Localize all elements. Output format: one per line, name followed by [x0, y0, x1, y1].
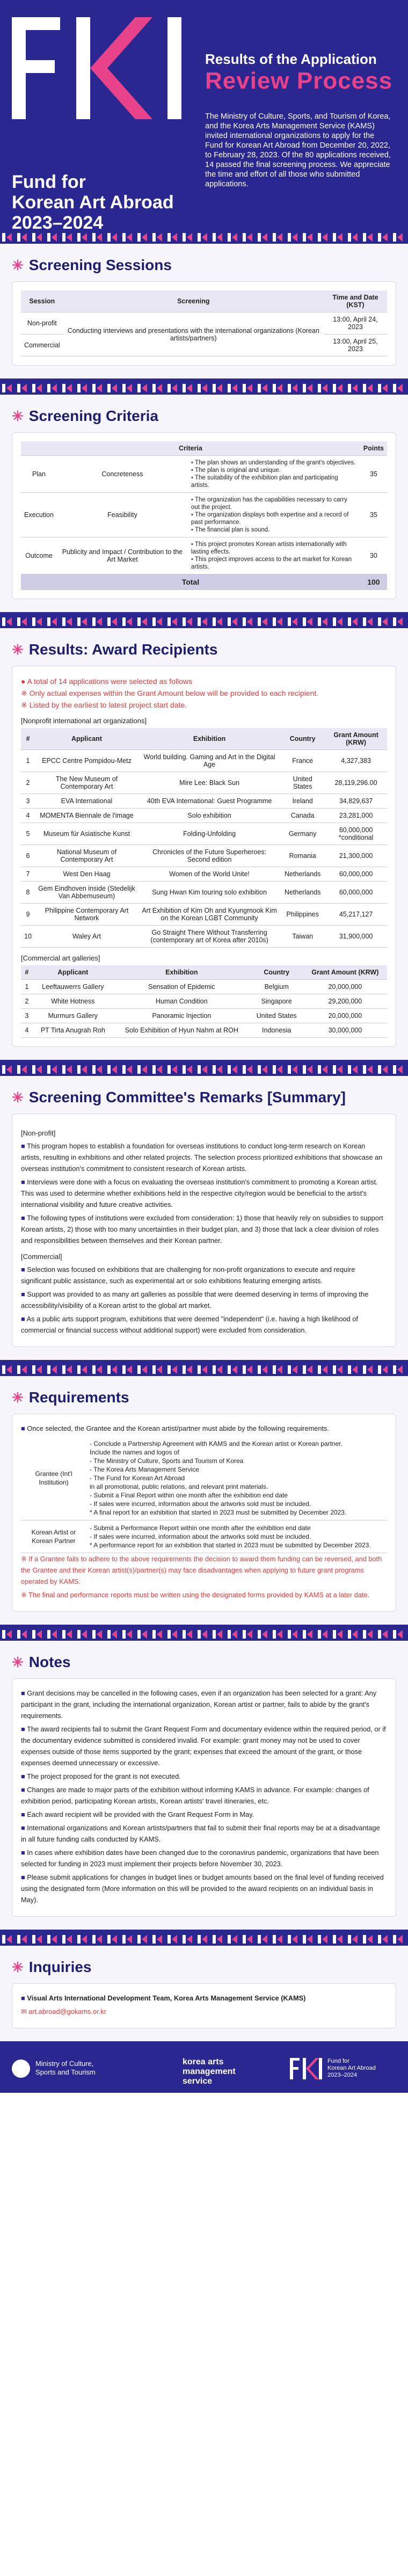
cell: 10: [21, 926, 35, 948]
notes-list: [12, 1678, 396, 1917]
cell: France: [280, 750, 325, 772]
cell: Non-profit: [21, 312, 63, 334]
col-header: #: [21, 965, 33, 980]
note-item: ■ Please submit applications for changes in budget lines or budget amounts based on the final level of funding received using the designated form (More information on this will be provided to the award recipients on an individual basis in May).: [21, 1873, 384, 1904]
commercial-label: [Commercial]: [21, 1253, 62, 1261]
hero-header: [0, 0, 408, 231]
reference-mark-icon: ※: [21, 701, 30, 709]
table-row: [21, 750, 387, 772]
note-item: ■ In cases where exhibition dates have been changed due to the coronavirus pandemic, organizations that have been selected for funding in 2023 must implement their projects before November 30, 2023.: [21, 1849, 379, 1868]
cell: MOMENTA Biennale de l'image: [35, 809, 139, 823]
col-header: Applicant: [33, 965, 113, 980]
cell: Netherlands: [280, 882, 325, 904]
bullet-icon: ■: [21, 1810, 27, 1818]
cell: Germany: [280, 823, 325, 845]
cell: Museum für Asiatische Kunst: [35, 823, 139, 845]
col-header: Points: [360, 441, 387, 456]
reference-mark-icon: ※: [21, 689, 30, 697]
cell: 2: [21, 772, 35, 794]
cell: 9: [21, 904, 35, 926]
cell: Indonesia: [250, 1023, 303, 1038]
section-title: Screening Criteria: [28, 407, 158, 424]
table-row: [21, 493, 387, 537]
kams-name: korea arts management service: [183, 2057, 236, 2086]
cell: 40th EVA International: Guest Programme: [139, 794, 280, 809]
cell: Outcome: [21, 537, 57, 574]
cell: National Museum of Contemporary Art: [35, 845, 139, 867]
fki-logo: [12, 17, 194, 119]
criteria-item: ▪ The organization has the capabilities necessary to carry out the project.: [191, 496, 357, 511]
cell: Art Exhibition of Kim Oh and Kyungmook Kim on the Korean LGBT Community: [139, 904, 280, 926]
col-header: Exhibition: [139, 728, 280, 750]
cell: Conducting interviews and presentations with the international organizations (Korean artists/partners): [63, 312, 324, 356]
cell: PT Tirta Anugrah Roh: [33, 1023, 113, 1038]
cell: Taiwan: [280, 926, 325, 948]
cell: 20,000,000: [303, 980, 387, 994]
bullet-icon: ■: [21, 1689, 27, 1697]
table-row: [21, 794, 387, 809]
cell: Gem Eindhoven inside (Stedelijk Van Abbemuseum): [35, 882, 139, 904]
requirement-line: - Submit a Final Report within one month after the exhibition end date: [90, 1491, 288, 1499]
cell: Concreteness: [57, 456, 188, 493]
cell: Folding-Unfolding: [139, 823, 280, 845]
section-title: Inquiries: [28, 1959, 92, 1975]
cell: Plan: [21, 456, 57, 493]
cell: [86, 1436, 387, 1520]
note-item: ■ International organizations and Korean artists/partners that fail to submit their final reports may be at a disadvantage in all future funding calls conducted by KAMS.: [21, 1824, 380, 1843]
commercial-label: [Commercial art galleries]: [21, 954, 100, 962]
cell: Canada: [280, 809, 325, 823]
cell: 29,200,000: [303, 994, 387, 1009]
cell: Panoramic Injection: [113, 1009, 250, 1023]
table-row: [21, 926, 387, 948]
criteria-item: ▪ The plan shows an understanding of the grant's objectives.: [191, 459, 357, 467]
section-remarks: [0, 1076, 408, 1363]
cell: 7: [21, 867, 35, 882]
fund-line-3: 2023–2024: [12, 213, 104, 233]
cell: EVA International: [35, 794, 139, 809]
fund-line-1: Fund for: [12, 172, 86, 192]
pattern-icon: [0, 1063, 408, 1076]
requirement-line: - Submit a Performance Report within one month after the exhibition end date: [90, 1524, 311, 1532]
cell: EPCC Centre Pompidou-Metz: [35, 750, 139, 772]
cell: [86, 1520, 387, 1553]
requirement-line: - The Ministry of Culture, Sports and Tourism of Korea: [90, 1457, 244, 1465]
cell: Solo Exhibition of Hyun Nahm at ROH: [113, 1023, 250, 1038]
note-item: ■ The project proposed for the grant is not executed.: [21, 1772, 181, 1780]
section-notes: [0, 1641, 408, 1933]
cell: 3: [21, 794, 35, 809]
cell: 31,900,000: [325, 926, 387, 948]
cell: White Hotness: [33, 994, 113, 1009]
fund-title: [12, 172, 174, 233]
section-title: Notes: [28, 1654, 71, 1670]
cell: Murmurs Gallery: [33, 1009, 113, 1023]
cell: Chronicles of the Future Superheroes: Second edition: [139, 845, 280, 867]
cell: 6: [21, 845, 35, 867]
fund-line-2: Korean Art Abroad: [12, 192, 174, 213]
nonprofit-label: [Nonprofit international art organizations]: [21, 717, 147, 725]
section-title: Screening Committee's Remarks [Summary]: [28, 1089, 346, 1105]
cell: Commercial: [21, 334, 63, 356]
cell: Belgium: [250, 980, 303, 994]
cell: Netherlands: [280, 867, 325, 882]
remark-item: ■ Selection was focused on exhibitions that are challenging for non-profit organizations to execute and require significant public assistance, such as experimental art or solo exhibitions featuring emerging artists.: [21, 1265, 355, 1285]
cell: Romania: [280, 845, 325, 867]
cell: 3: [21, 1009, 33, 1023]
table-row: [21, 537, 387, 574]
cell: 20,000,000: [303, 1009, 387, 1023]
bullet-icon: ●: [21, 677, 27, 686]
total-row: [21, 574, 387, 590]
cell: 13:00, April 24, 2023: [324, 312, 387, 334]
table-row: [21, 994, 387, 1009]
cell: 28,119,296.00: [325, 772, 387, 794]
requirement-line: - Conclude a Partnership Agreement with KAMS and the Korean artist or Korean partner.: [90, 1440, 343, 1447]
cell: Grantee (Int'l Institution): [21, 1436, 86, 1520]
cell: 4,327,383: [325, 750, 387, 772]
pattern-icon: [0, 1363, 408, 1376]
pattern-icon: [0, 1933, 408, 1946]
cell: 45,217,127: [325, 904, 387, 926]
email-link[interactable]: art.abroad@gokams.or.kr: [28, 2007, 106, 2015]
requirement-line: - If sales were incurred, information about the artworks sold must be included.: [90, 1533, 311, 1540]
cell: 60,000,000: [325, 867, 387, 882]
cell: 60,000,000: [325, 882, 387, 904]
cell: 100: [360, 574, 387, 590]
cell: Korean Artist or Korean Partner: [21, 1520, 86, 1553]
section-title: Requirements: [28, 1389, 129, 1406]
table-row: [21, 980, 387, 994]
remark-item: ■ Interviews were done with a focus on evaluating the overseas institution's commitment to promoting a Korean artist. This was used to determine whether exhibitions held in the respective city/region would be beneficial to the artist's international visibility and future creative activities.: [21, 1178, 378, 1209]
criteria-item: ▪ The plan is original and unique.: [191, 467, 357, 474]
table-row: [21, 904, 387, 926]
warning: ※ If a Grantee fails to adhere to the above requirements the decision to award them funding can be reversed, and both the Grantee and their Korean artist(s)/partner(s) may face disadvantages when applying to future grant programs operated by KAMS.: [21, 1555, 382, 1585]
cell: 1: [21, 750, 35, 772]
cell: 60,000,000 *conditional: [325, 823, 387, 845]
section-criteria: [0, 395, 408, 615]
remark-item: ■ This program hopes to establish a foundation for overseas institutions to conduct long-term research on Korean artists, resulting in exhibitions and other related projects. The selection process prioritized exhibitions that showcase an overseas institution's commitment to consistent research of Korean artists.: [21, 1142, 383, 1173]
table-row: [21, 1023, 387, 1038]
cell: 5: [21, 823, 35, 845]
table-row: [21, 882, 387, 904]
remark-item: ■ The following types of institutions were excluded from consideration: 1) those that heavily rely on subsidies to support Korean artists, 2) those with too many uncertainties in their budget plan, and 3) those that lack a clear division of roles and responsibilities between themselves and their Korean partner.: [21, 1214, 383, 1245]
cell: Total: [21, 574, 360, 590]
nonprofit-recipients-table: [21, 728, 387, 948]
bullet-icon: ■: [21, 1772, 27, 1780]
criteria-item: ▪ The organization displays both expertise and a record of past performance.: [191, 511, 357, 526]
review-process-title: Review Process: [205, 68, 393, 94]
cell: 34,829,637: [325, 794, 387, 809]
commercial-recipients-table: [21, 965, 387, 1038]
col-header: Screening: [63, 290, 324, 312]
col-header: Criteria: [21, 441, 360, 456]
section-results: [0, 628, 408, 1063]
asterisk-icon: ✳: [12, 1654, 24, 1670]
note-item: ■ Grant decisions may be cancelled in the following cases, even if an organization has been selected for a grant: Any participant in the grant, including the international organization, Korean artist or partner, fails to abide by the grant's requirements.: [21, 1689, 377, 1720]
results-title: Results of the Application: [205, 51, 377, 67]
cell: 35: [360, 456, 387, 493]
requirement-line: - The Korea Arts Management Service: [90, 1466, 199, 1473]
col-header: Grant Amount (KRW): [303, 965, 387, 980]
table-row: [21, 456, 387, 493]
cell: 2: [21, 994, 33, 1009]
asterisk-icon: ✳: [12, 1959, 24, 1975]
cell: Solo exhibition: [139, 809, 280, 823]
cell: Philippines: [280, 904, 325, 926]
inquiry-email-row: [21, 2006, 387, 2017]
asterisk-icon: ✳: [12, 1089, 24, 1105]
nonprofit-label: [Non-profit]: [21, 1129, 56, 1137]
bullet-icon: ■: [21, 1824, 27, 1832]
requirement-line: in all promotional, public relations, and relevant print materials.: [90, 1483, 268, 1490]
criteria-item: ▪ The financial plan is sound.: [191, 526, 357, 534]
cell: 8: [21, 882, 35, 904]
section-requirements: [0, 1376, 408, 1628]
section-title: Screening Sessions: [28, 257, 172, 273]
requirement-line: Include the names and logos of: [90, 1449, 179, 1456]
cell: 30,000,000: [303, 1023, 387, 1038]
requirement-line: * A final report for an exhibition that started in 2023 must be submitted by December 2023.: [90, 1509, 347, 1516]
table-row: [21, 772, 387, 794]
note-item: ■ Each award recipient will be provided with the Grant Request Form in May.: [21, 1810, 254, 1818]
asterisk-icon: ✳: [12, 257, 24, 273]
fki-logo-small: [290, 2058, 322, 2079]
requirements-intro: ■ Once selected, the Grantee and the Korean artist/partner must abide by the following requirements.: [21, 1424, 329, 1432]
requirement-line: - If sales were incurred, information about the artworks sold must be included.: [90, 1500, 311, 1508]
cell: 21,300,000: [325, 845, 387, 867]
section-inquiries: [0, 1946, 408, 2044]
cell: 13:00, April 25, 2023: [324, 334, 387, 356]
criteria-item: ▪ This project improves access to the art market for Korean artists.: [191, 556, 357, 571]
section-title: Results: Award Recipients: [28, 641, 218, 658]
asterisk-icon: ✳: [12, 642, 24, 658]
cell: 35: [360, 493, 387, 537]
warning: ※ The final and performance reports must be written using the designated forms provided by KAMS at a later date.: [21, 1591, 370, 1599]
table-row: [21, 845, 387, 867]
cell: 4: [21, 1023, 33, 1038]
requirement-line: - The Fund for Korean Art Abroad: [90, 1474, 185, 1482]
note-item: ■ The award recipients fail to submit the Grant Request Form and documentary evidence within the required period, or if the documentary evidence submitted is considered invalid. For example: grant money may not be used to cover expenses outside of those items supported by the grant; expenses that exceed the amount of the grant, or those expenses deemed unnecessary or excessive.: [21, 1725, 386, 1767]
mail-icon: ✉: [21, 2007, 29, 2015]
table-row: [21, 823, 387, 845]
pattern-icon: [0, 382, 408, 395]
requirement-line: * A performance report for an exhibition that started in 2023 must be submitted by December 2023.: [90, 1541, 371, 1549]
col-header: Country: [250, 965, 303, 980]
cell: 23,281,000: [325, 809, 387, 823]
table-row: [21, 312, 387, 334]
cell: West Den Haag: [35, 867, 139, 882]
bullet-icon: ■: [21, 1786, 27, 1794]
cell: Execution: [21, 493, 57, 537]
col-header: Time and Date (KST): [324, 290, 387, 312]
note: ※ Only actual expenses within the Grant Amount below will be provided to each recipient.: [21, 689, 319, 697]
bullet-icon: ■: [21, 1849, 27, 1857]
col-header: #: [21, 728, 35, 750]
remark-item: ■ As a public arts support program, exhibitions that were deemed "independent" (i.e. having a high likelihood of commercial or financial success without additional support) were excluded from consideration.: [21, 1315, 358, 1334]
remark-item: ■ Support was provided to as many art galleries as possible that were deemed deserving in terms of improving the accessibility/visibility of a Korean artist to the global art market.: [21, 1290, 369, 1309]
bullet-icon: ■: [21, 1725, 27, 1733]
col-header: Exhibition: [113, 965, 250, 980]
table-row: [21, 1009, 387, 1023]
note: ※ Listed by the earliest to latest project start date.: [21, 701, 187, 709]
cell: 1: [21, 980, 33, 994]
table-row: [21, 1520, 387, 1553]
cell: Sensation of Epidemic: [113, 980, 250, 994]
cell: World building. Gaming and Art in the Digital Age: [139, 750, 280, 772]
criteria-item: ▪ The suitability of the exhibition plan and participating artists.: [191, 474, 357, 489]
bullet-icon: ■: [21, 1873, 27, 1881]
table-row: [21, 1436, 387, 1520]
cell: Philippine Contemporary Art Network: [35, 904, 139, 926]
footer: [0, 2044, 408, 2093]
asterisk-icon: ✳: [12, 1389, 24, 1406]
note-item: ■ Changes are made to major parts of the exhibition without informing KAMS in advance. For example: changes of exhibition period, participating Korean artists, Korean artists' travel itineraries, etc.: [21, 1786, 369, 1805]
table-row: [21, 867, 387, 882]
sessions-table: [21, 290, 387, 356]
intro-text: The Ministry of Culture, Sports, and Tourism of Korea, and the Korea Arts Management Service (KAMS) invited international organizations to apply for the Fund for Korean Art Abroad from December 20, 2022, to February 28, 2023. Of the 80 applications received, 14 passed the final screening process. We appreciate the time and effort of all those who submitted applications.: [205, 112, 391, 188]
pattern-icon: [0, 615, 408, 628]
col-header: Country: [280, 728, 325, 750]
pattern-icon: [0, 1628, 408, 1641]
cell: Sung Hwan Kim touring solo exhibition: [139, 882, 280, 904]
cell: Mire Lee: Black Sun: [139, 772, 280, 794]
cell: Feasibility: [57, 493, 188, 537]
cell: Publicity and Impact / Contribution to the Art Market: [57, 537, 188, 574]
criteria-table: [21, 441, 387, 590]
cell: Human Condition: [113, 994, 250, 1009]
criteria-item: ▪ This project promotes Korean artists internationally with lasting effects.: [191, 541, 357, 556]
cell: Leeftauwerrs Gallery: [33, 980, 113, 994]
cell: Go Straight There Without Transferring (contemporary art of Korea after 2010s): [139, 926, 280, 948]
section-sessions: [0, 244, 408, 382]
cell: Singapore: [250, 994, 303, 1009]
ministry-name: Ministry of Culture, Sports and Tourism: [35, 2060, 96, 2076]
col-header: Applicant: [35, 728, 139, 750]
cell: United States: [250, 1009, 303, 1023]
ministry-emblem-icon: [12, 2060, 30, 2078]
requirements-table: [21, 1436, 387, 1553]
cell: Ireland: [280, 794, 325, 809]
cell: United States: [280, 772, 325, 794]
inquiry-team: ■ Visual Arts International Development Team, Korea Arts Management Service (KAMS): [21, 1994, 306, 2002]
col-header: Session: [21, 290, 63, 312]
cell: Waley Art: [35, 926, 139, 948]
asterisk-icon: ✳: [12, 408, 24, 424]
table-row: [21, 809, 387, 823]
cell: The New Museum of Contemporary Art: [35, 772, 139, 794]
note: ● A total of 14 applications were selected as follows: [21, 677, 192, 686]
footer-fund: Fund for Korean Art Abroad 2023–2024: [327, 2058, 376, 2078]
cell: 4: [21, 809, 35, 823]
cell: 30: [360, 537, 387, 574]
col-header: Grant Amount (KRW): [325, 728, 387, 750]
cell: Women of the World Unite!: [139, 867, 280, 882]
